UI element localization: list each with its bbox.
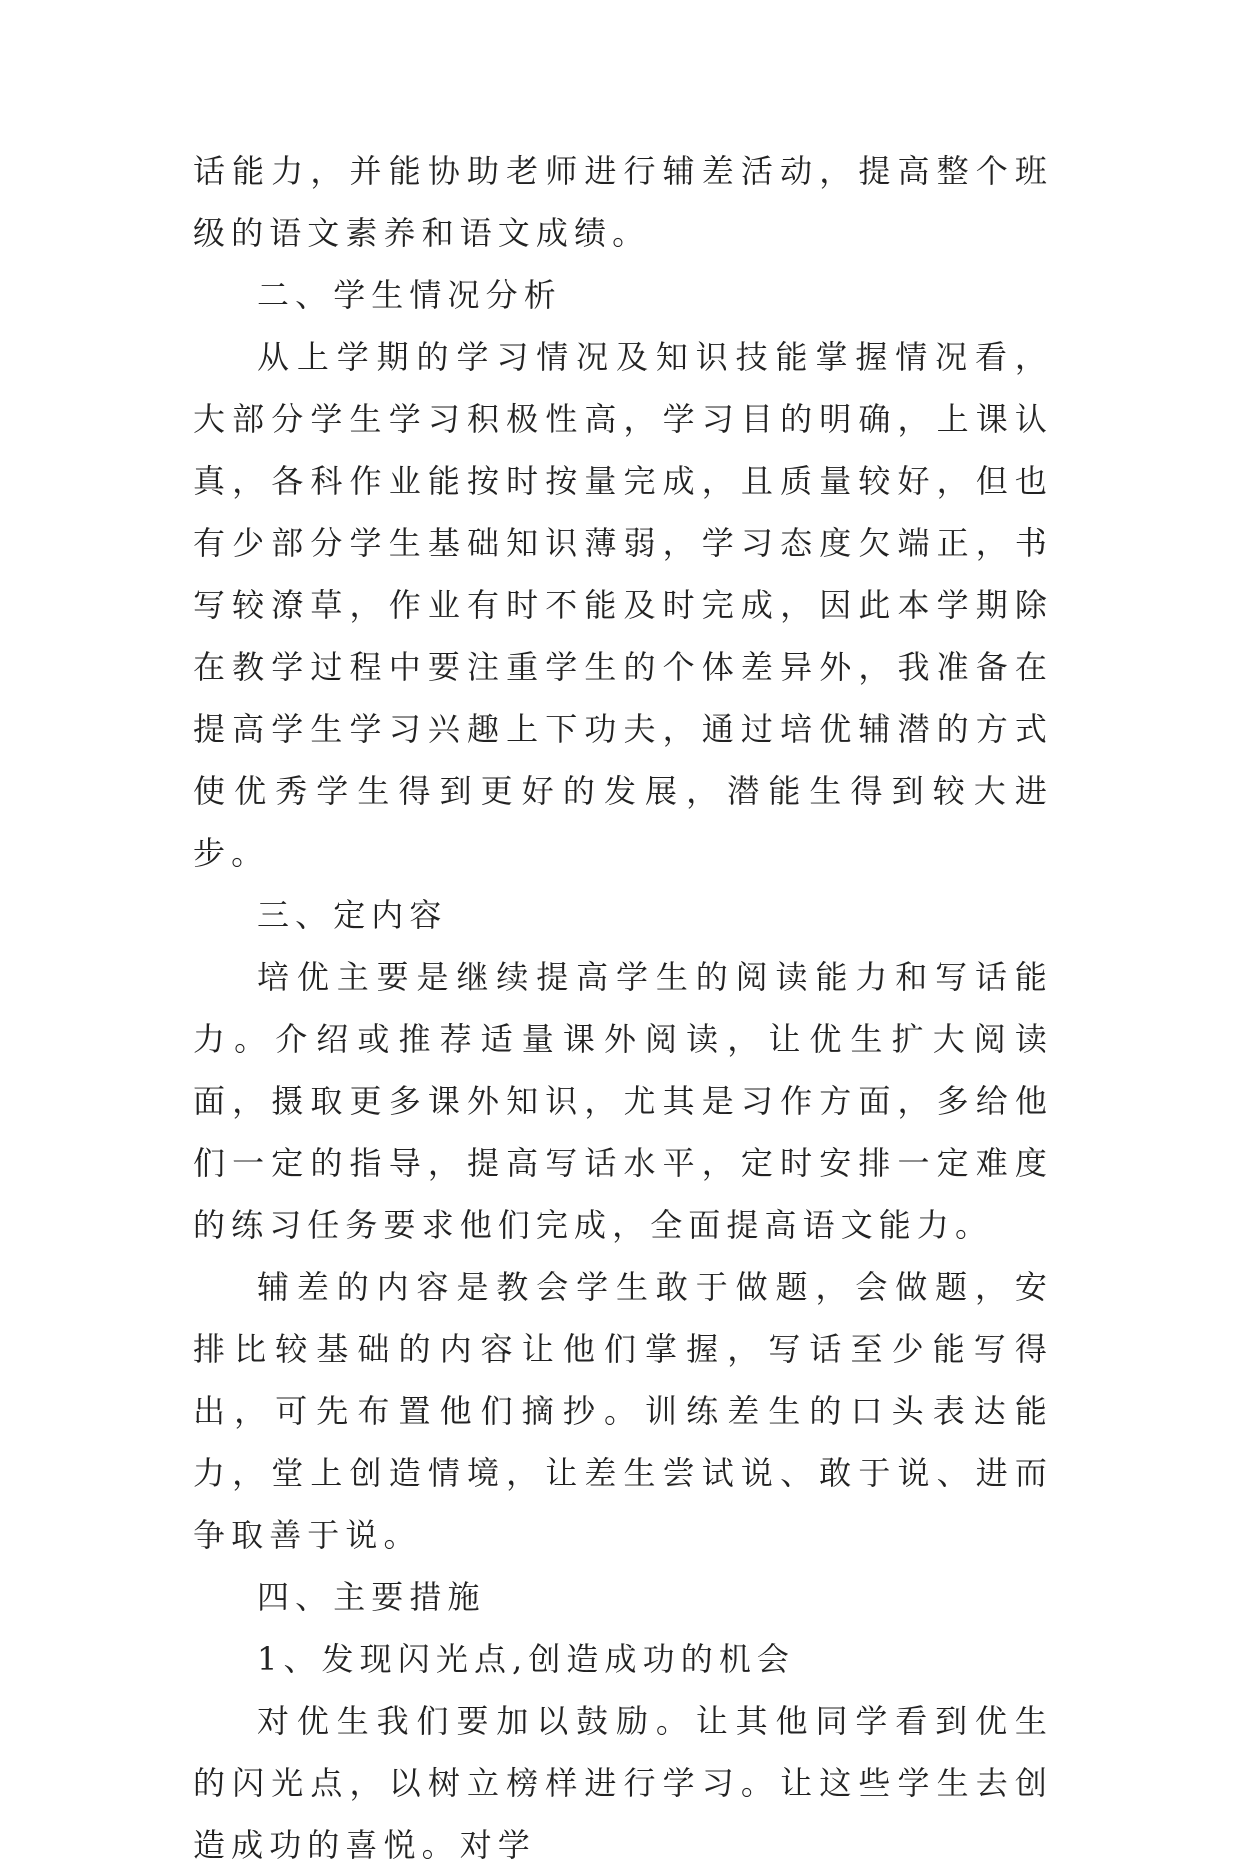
section-heading-content: 三、定内容 — [257, 896, 448, 934]
paragraph-continuation: 话能力，并能协助老师进行辅差活动，提高整个班级的语文素养和语文成绩。 — [193, 152, 1053, 252]
paragraph-enrichment-content: 培优主要是继续提高学生的阅读能力和写话能力。介绍或推荐适量课外阅读，让优生扩大阅读面，摄取更多课外知识，尤其是习作方面，多给他们一定的指导，提高写话水平，定时安排一定难度的练习任务要求他们完成，全面提高语文能力。 — [193, 958, 1053, 1244]
paragraph-student-analysis: 从上学期的学习情况及知识技能掌握情况看，大部分学生学习积极性高，学习目的明确，上课认真，各科作业能按时按量完成，且质量较好，但也有少部分学生基础知识薄弱，学习态度欠端正，书写较潦草，作业有时不能及时完成，因此本学期除在教学过程中要注重学生的个体差异外，我准备在提高学生学习兴趣上下功夫，通过培优辅潜的方式使优秀学生得到更好的发展，潜能生得到较大进步。 — [193, 338, 1053, 872]
section-heading-student-analysis: 二、学生情况分析 — [257, 276, 562, 314]
section-heading-measures: 四、主要措施 — [257, 1578, 486, 1616]
paragraph-encourage-top-students: 对优生我们要加以鼓励。让其他同学看到优生的闪光点，以树立榜样进行学习。让这些学生去创造成功的喜悦。对学 — [193, 1702, 1053, 1864]
subsection-heading-highlights: 1、发现闪光点,创造成功的机会 — [257, 1640, 796, 1678]
document-body — [193, 140, 1053, 1876]
paragraph-remedial-content: 辅差的内容是教会学生敢于做题，会做题，安排比较基础的内容让他们掌握，写话至少能写得出，可先布置他们摘抄。训练差生的口头表达能力，堂上创造情境，让差生尝试说、敢于说、进而争取善于说。 — [193, 1268, 1053, 1554]
